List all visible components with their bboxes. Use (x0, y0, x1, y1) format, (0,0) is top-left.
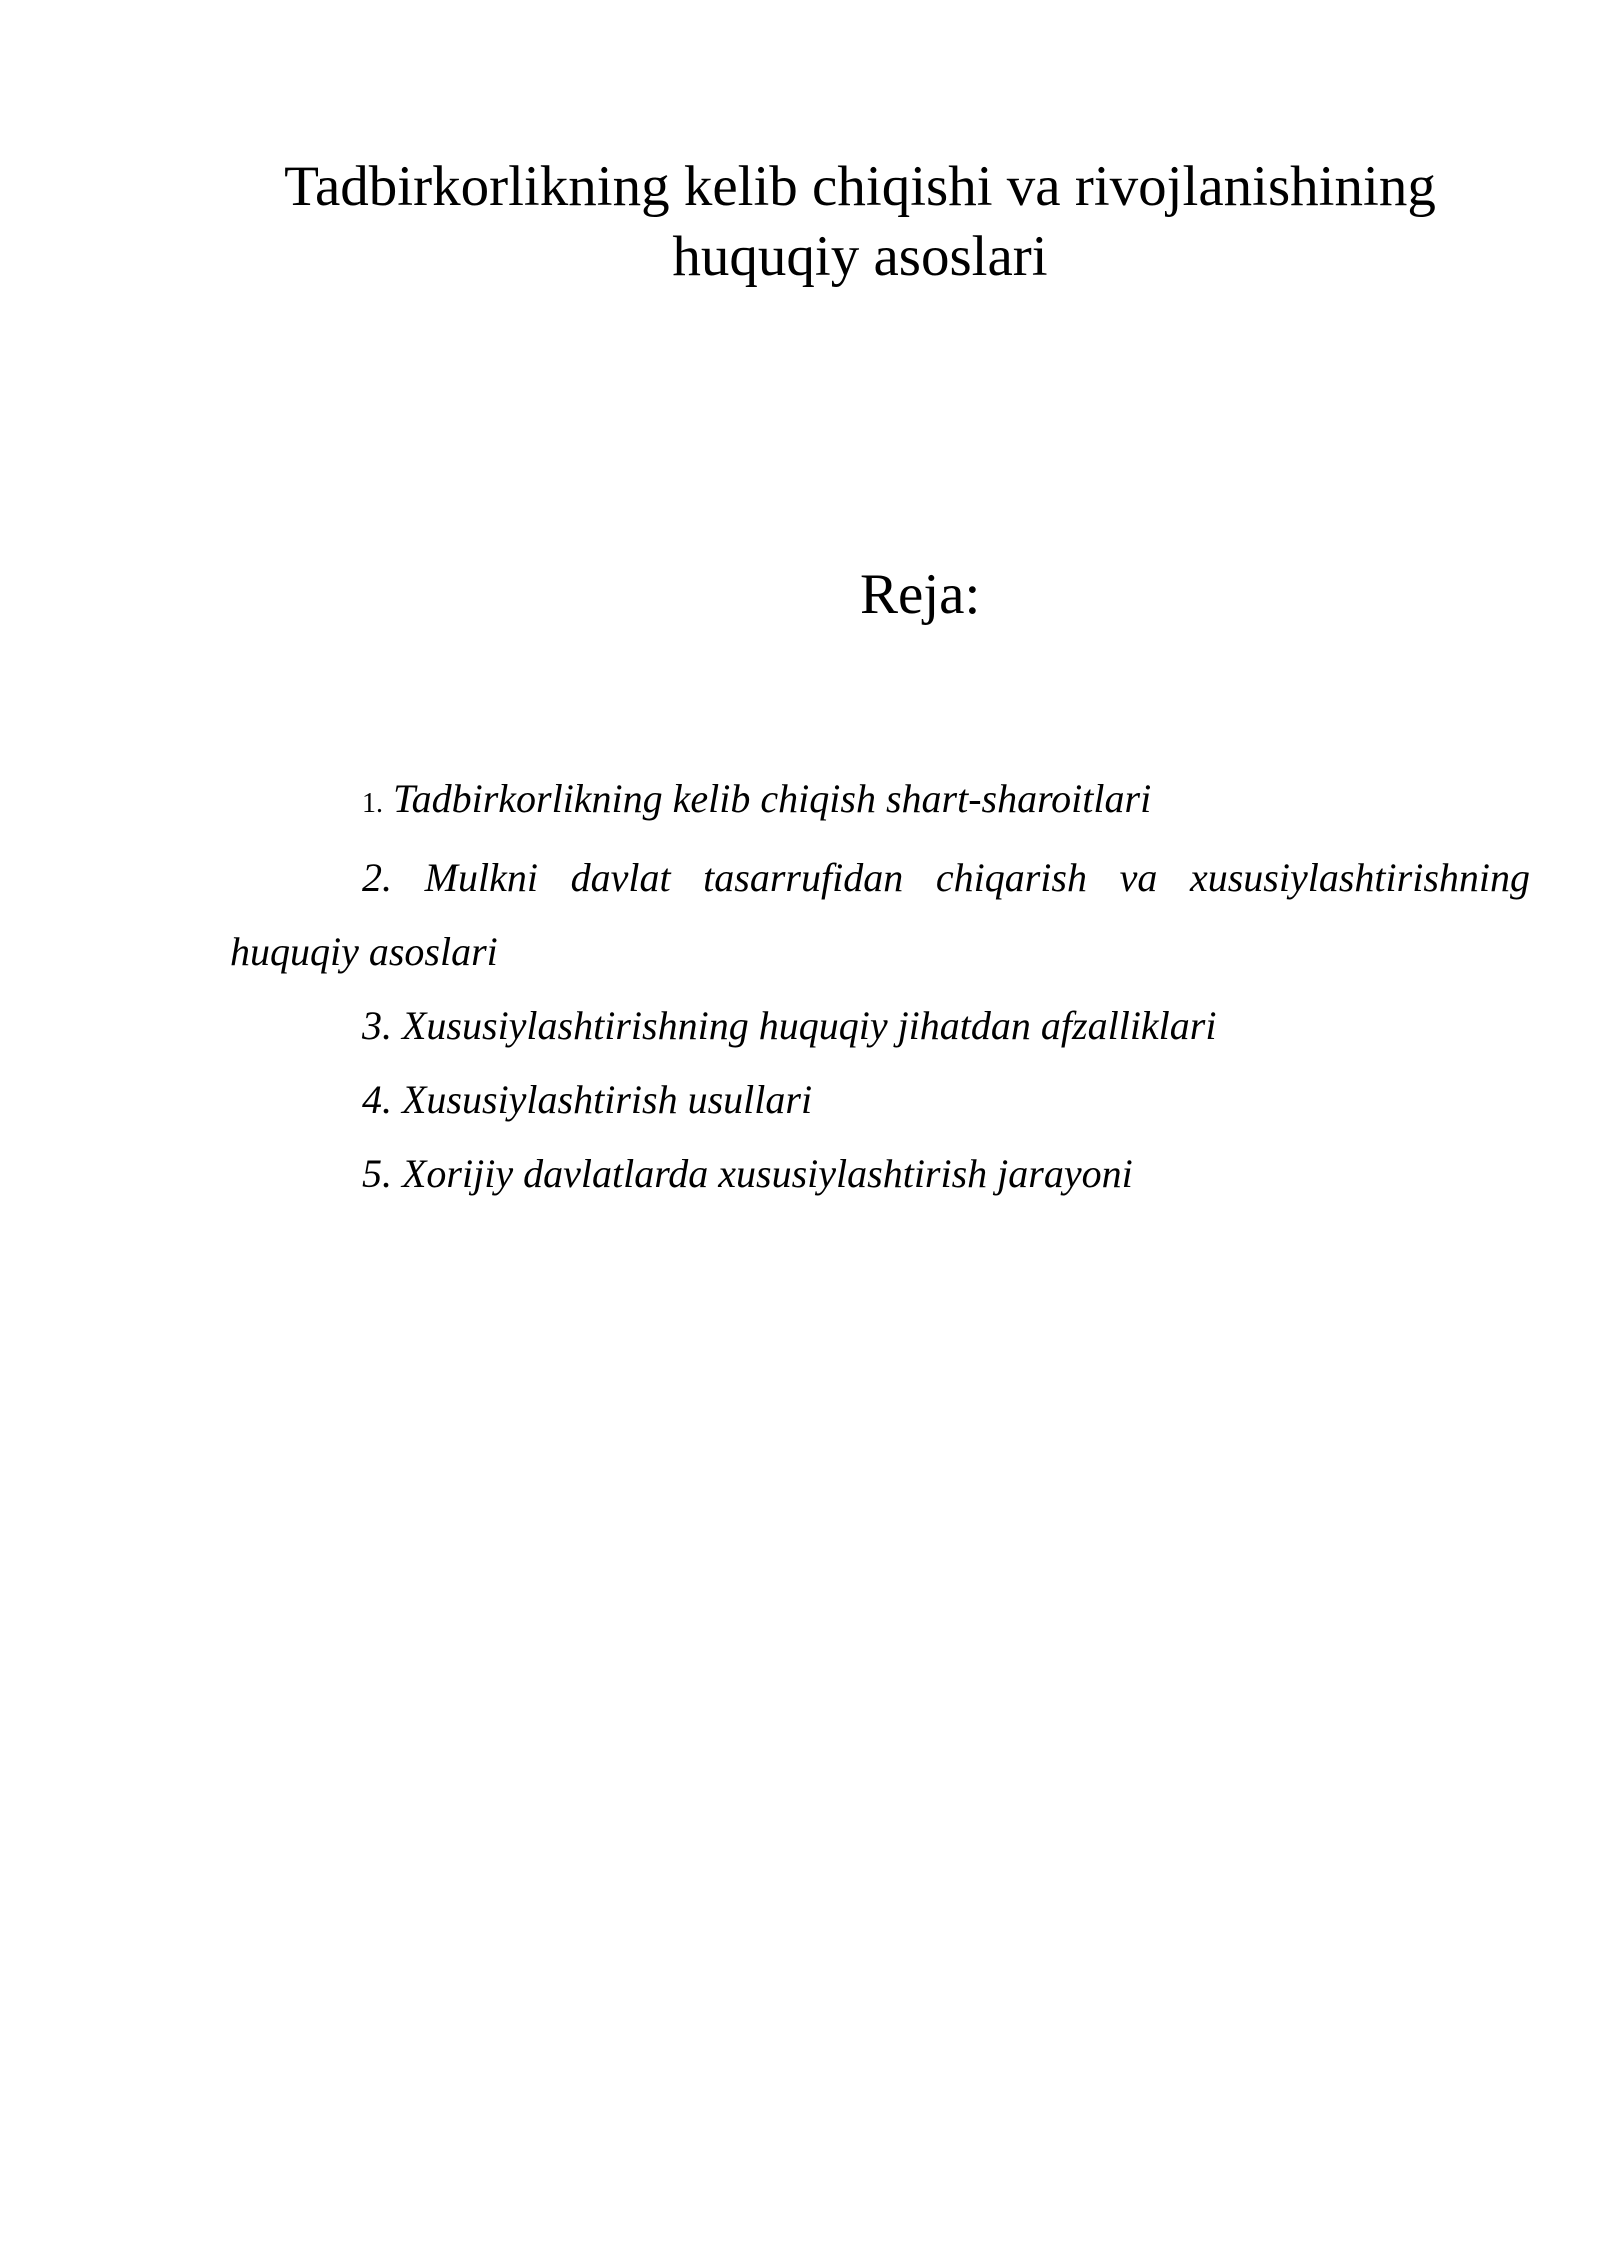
plan-heading: Reja: (860, 563, 981, 626)
plan-item-2 (230, 841, 1530, 989)
plan-item-number: 4. (362, 1077, 392, 1122)
document-title-line-1: Tadbirkorlikning kelib chiqishi va rivojlanishining (284, 155, 1436, 218)
document-title-line-2: huquqiy asoslari (672, 225, 1048, 288)
plan-item-text: Xorijiy davlatlarda xususiylashtirish jarayoni (402, 1151, 1133, 1196)
plan-item-1 (230, 762, 1530, 841)
plan-item-number: 1. (362, 788, 383, 819)
plan-item-number: 5. (362, 1151, 392, 1196)
plan-item-number: 3. (362, 1003, 392, 1048)
document-title (200, 152, 1520, 292)
plan-item-3 (230, 989, 1530, 1063)
plan-item-5 (230, 1137, 1530, 1211)
plan-item-text: Xususiylashtirish usullari (402, 1077, 813, 1122)
plan-item-text: Mulkni davlat tasarrufidan chiqarish va xususiylashtirishning huquqiy asoslari (230, 855, 1530, 974)
plan-item-4 (230, 1063, 1530, 1137)
plan-item-text: Xususiylashtirishning huquqiy jihatdan afzalliklari (402, 1003, 1217, 1048)
plan-list (230, 762, 1530, 1211)
plan-item-number: 2. (362, 855, 392, 900)
plan-item-text: Tadbirkorlikning kelib chiqish shart-sharoitlari (393, 776, 1152, 821)
